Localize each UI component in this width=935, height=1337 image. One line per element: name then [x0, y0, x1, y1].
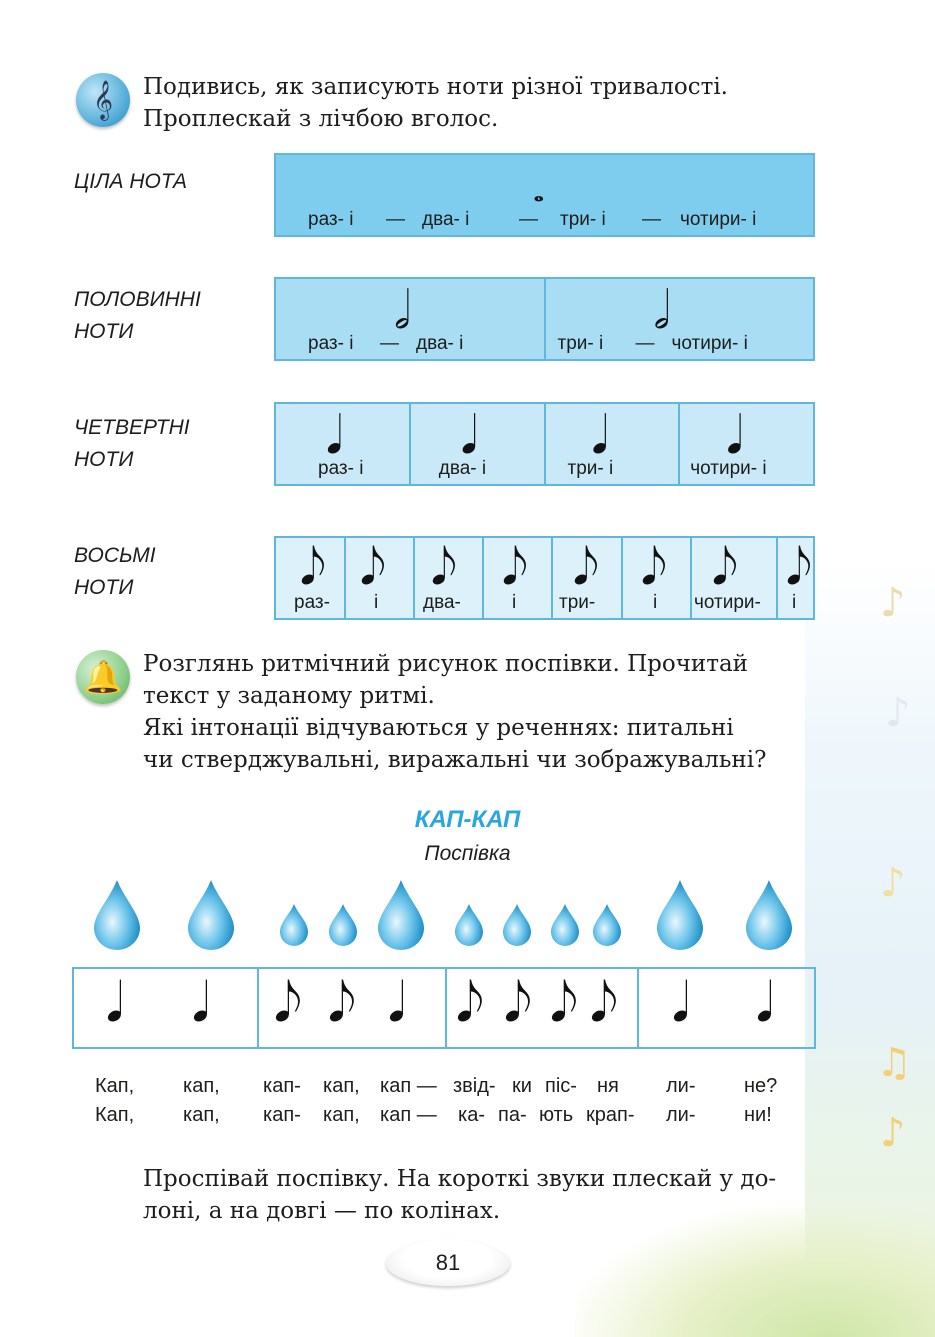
lyric-syllable: па- [498, 1104, 527, 1126]
lyric-syllable: не? [744, 1075, 778, 1097]
syllable: три- [559, 592, 596, 613]
eighth-note-icon: 𝅘𝅥𝅮 [360, 538, 386, 596]
task-1-line-1: Подивись, як записують ноти різної тривалості. [143, 74, 728, 100]
quarter-note-icon: 𝅘𝅥 [388, 971, 406, 1034]
row-label-line-2: НОТИ [74, 576, 134, 599]
small-drop-icon [503, 904, 531, 946]
quarter-note-cell [544, 404, 679, 484]
task-1-text [143, 71, 818, 135]
small-drop-icon [455, 904, 483, 946]
large-drop-icon [746, 880, 792, 950]
page-number: 81 [386, 1240, 510, 1286]
eighth-note-cell [413, 538, 482, 618]
eighth-note-icon: 𝅘𝅥𝅮 [786, 538, 812, 596]
eighth-note-icon: 𝅘𝅥𝅮 [328, 971, 357, 1034]
lyric-syllable: Кап, [95, 1075, 135, 1097]
lyric-syllable: кап, [323, 1104, 360, 1126]
lyric-syllable: ка- [458, 1104, 485, 1126]
eighth-note-icon: 𝅘𝅥𝅮 [502, 538, 528, 596]
eighth-note-icon: 𝅘𝅥𝅮 [300, 538, 326, 596]
task-2-text [143, 648, 818, 776]
song-title: КАП-КАП [414, 806, 521, 833]
music-note-decoration-icon: ♪ [880, 1110, 906, 1156]
task-2-line-4: чи стверджувальні, виражальні чи зображувальні? [143, 747, 767, 773]
bar-line [637, 969, 639, 1047]
eighth-note-icon: 𝅘𝅥𝅮 [573, 538, 599, 596]
eighth-note-cell [621, 538, 690, 618]
syllable: три- і [560, 209, 606, 230]
syllable: чотири- і [690, 458, 767, 479]
row-label-line-2: НОТИ [74, 448, 134, 471]
small-drop-icon [280, 904, 308, 946]
task-2-line-2: текст у заданому ритмі. [143, 683, 435, 709]
quarter-note-icon: 𝅘𝅥 [326, 406, 343, 466]
small-drop-icon [593, 904, 621, 946]
eighth-note-cell [344, 538, 413, 618]
lyric-syllable: ють [539, 1104, 574, 1126]
quarter-note-icon: 𝅘𝅥 [591, 406, 609, 466]
syllable: чотири- [694, 592, 761, 613]
quarter-note-icon: 𝅘𝅥 [672, 971, 690, 1034]
lyric-syllable: кап- [263, 1104, 301, 1126]
whole-note-cell [276, 155, 813, 235]
eighth-note-cell [776, 538, 813, 618]
whole-note-bar [274, 153, 815, 237]
syllable: два- [423, 592, 461, 613]
large-drop-icon [657, 880, 703, 950]
lyric-syllable: кап- [263, 1075, 301, 1097]
lyric-syllable: ни! [744, 1104, 772, 1126]
eighth-note-icon: 𝅘𝅥𝅮 [590, 971, 619, 1034]
quarter-note-icon: 𝅘𝅥 [192, 971, 210, 1034]
quarter-notes-bar [274, 402, 815, 486]
quarter-note-icon: 𝅘𝅥 [460, 406, 478, 466]
quarter-note-icon: 𝅘𝅥 [726, 406, 743, 466]
small-drop-icon [329, 904, 357, 946]
lyric-syllable: кап, [183, 1075, 220, 1097]
syllable: два- і [416, 333, 464, 354]
eighth-note-cell [276, 538, 344, 618]
syllable: — [380, 333, 399, 354]
syllable: два- і [438, 458, 487, 479]
syllable: і [792, 592, 797, 613]
music-note-decoration-icon: ♫ [876, 1040, 912, 1086]
lyric-syllable: кап — [380, 1075, 437, 1097]
syllable: раз- і [318, 458, 364, 479]
half-note-cell [544, 279, 814, 359]
row-label-line-2: НОТИ [74, 320, 134, 343]
syllable: — [386, 209, 405, 230]
large-drop-icon [94, 880, 140, 950]
lyric-syllable: кап — [380, 1104, 437, 1126]
lyric-syllable: піс- [545, 1075, 577, 1097]
lyric-syllable: ня [597, 1075, 619, 1097]
eighth-note-icon: 𝅘𝅥𝅮 [712, 538, 738, 596]
small-drop-icon [551, 904, 579, 946]
treble-clef-icon: 𝄞 [76, 73, 130, 127]
half-note-icon: 𝅗𝅥 [394, 281, 411, 341]
eighth-note-icon: 𝅘𝅥𝅮 [431, 538, 457, 596]
whole-note-icon: 𝅝 [534, 179, 544, 207]
eighth-note-icon: 𝅘𝅥𝅮 [274, 971, 303, 1034]
eighth-note-icon: 𝅘𝅥𝅮 [504, 971, 533, 1034]
syllable: чотири- і [671, 333, 748, 354]
lyric-syllable: кап, [183, 1104, 220, 1126]
row-label-line-1: ЧЕТВЕРТНІ [74, 416, 190, 439]
task-3-line-1: Проспівай поспівку. На короткі звуки плескай у до- [143, 1166, 777, 1192]
syllable: — [642, 209, 661, 230]
syllable: раз- і [308, 333, 354, 354]
syllable: два- і [422, 209, 470, 230]
syllable: раз- [294, 592, 330, 613]
rain-drops [0, 880, 935, 950]
syllable: і [653, 592, 658, 613]
syllable: — [635, 333, 655, 354]
large-drop-icon [378, 880, 424, 950]
quarter-note-cell [409, 404, 544, 484]
music-note-decoration-icon: ♪ [880, 580, 906, 626]
task-2-line-1: Розглянь ритмічний рисунок поспівки. Прочитай [143, 651, 749, 677]
lyric-syllable: ки [512, 1075, 532, 1097]
lyric-syllable: кап, [323, 1075, 360, 1097]
syllable: і [512, 592, 517, 613]
task-3-line-2: лоні, а на довгі — по колінах. [143, 1198, 501, 1224]
syllable: раз- і [308, 209, 354, 230]
row-label-quarter-notes [74, 412, 190, 476]
row-label-eighth-notes [74, 540, 156, 604]
syllable: чотири- і [680, 209, 757, 230]
row-label-half-notes [74, 284, 201, 348]
eighth-notes-bar [274, 536, 815, 620]
bar-line [445, 969, 447, 1047]
syllable: три- і [557, 333, 604, 354]
eighth-note-cell [690, 538, 776, 618]
quarter-note-icon: 𝅘𝅥 [106, 971, 124, 1034]
half-note-cell [276, 279, 544, 359]
music-note-decoration-icon: ♪ [880, 860, 906, 906]
rhythm-staff [72, 967, 816, 1049]
eighth-note-cell [482, 538, 551, 618]
quarter-note-cell [276, 404, 409, 484]
eighth-note-icon: 𝅘𝅥𝅮 [550, 971, 579, 1034]
lyric-syllable: ли- [666, 1104, 696, 1126]
eighth-note-cell [551, 538, 621, 618]
eighth-note-icon: 𝅘𝅥𝅮 [456, 971, 485, 1034]
row-label-line-1: ПОЛОВИННІ [74, 288, 201, 311]
syllable: і [374, 592, 379, 613]
music-note-decoration-icon: ♪ [885, 690, 911, 736]
lyric-syllable: звід- [453, 1075, 496, 1097]
task-3-text [143, 1163, 818, 1227]
quarter-note-icon: 𝅘𝅥 [756, 971, 774, 1034]
large-drop-icon [188, 880, 234, 950]
task-2-line-3: Які інтонації відчуваються у реченнях: питальні [143, 715, 734, 741]
eighth-note-icon: 𝅘𝅥𝅮 [641, 538, 667, 596]
bar-line [257, 969, 259, 1047]
row-label-whole-note: ЦІЛА НОТА [74, 170, 187, 193]
syllable: — [519, 209, 538, 230]
row-label-line-1: ВОСЬМІ [74, 544, 156, 567]
song-subtitle: Поспівка [424, 842, 511, 865]
bell-icon: 🔔 [76, 650, 130, 704]
lyric-syllable: Кап, [95, 1104, 135, 1126]
task-1-line-2: Проплескай з лічбою вголос. [143, 106, 499, 132]
lyric-syllable: крап- [586, 1104, 635, 1126]
half-notes-bar [274, 277, 815, 361]
quarter-note-cell [678, 404, 813, 484]
lyric-syllable: ли- [666, 1075, 696, 1097]
half-note-icon: 𝅗𝅥 [653, 281, 671, 341]
syllable: три- і [567, 458, 614, 479]
